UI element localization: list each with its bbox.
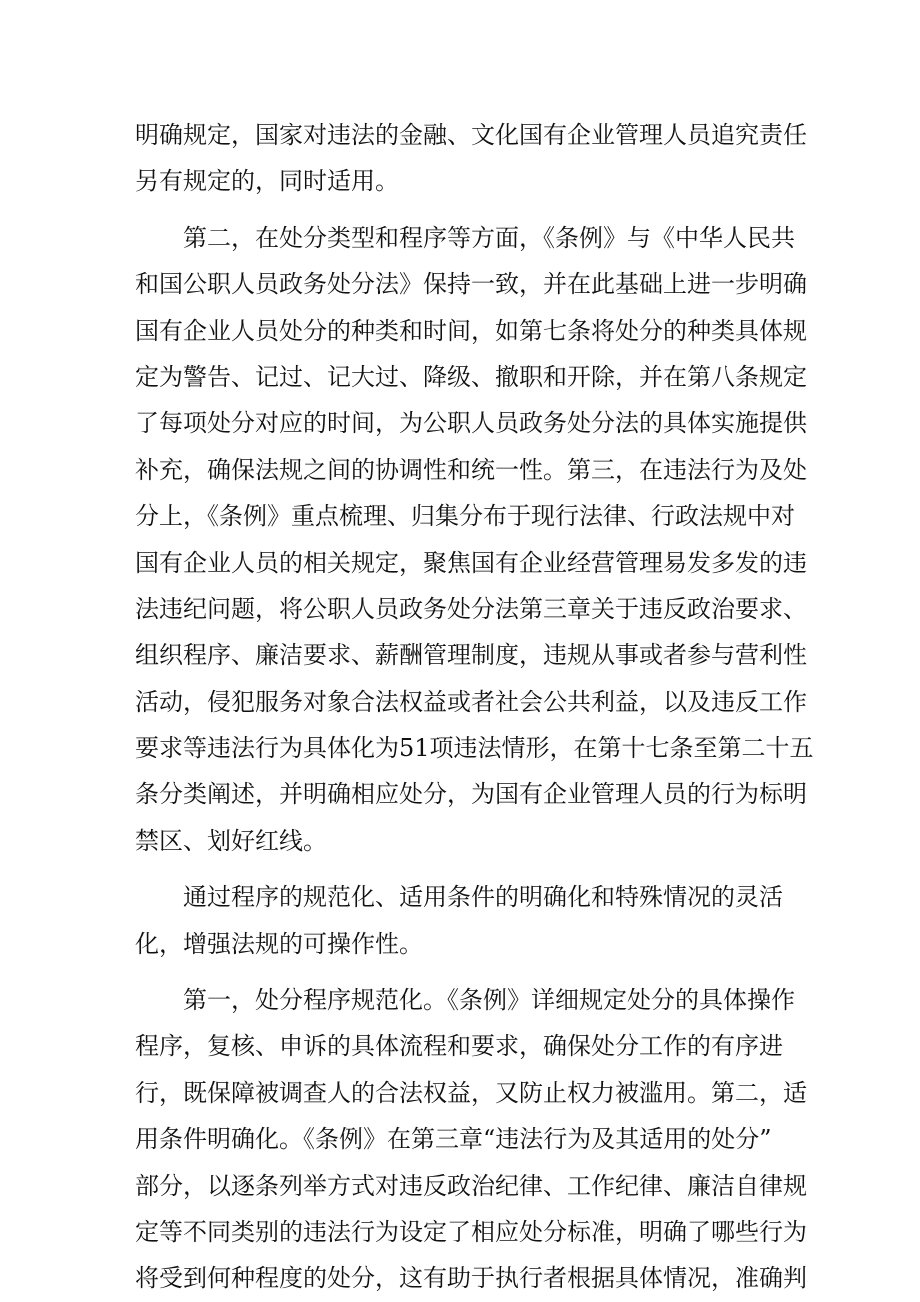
document-body (135, 112, 814, 1302)
text-line: 要求等违法行为具体化为51项违法情形，在第十七条至第二十五 (135, 734, 814, 763)
text-line: 程序，复核、申诉的具体流程和要求，确保处分工作的有序进 (135, 1032, 783, 1061)
text-line: 行，既保障被调查人的合法权益，又防止权力被滥用。第二，适 (135, 1078, 807, 1107)
text-line: 用条件明确化。《条例》在第三章“违法行为及其适用的处分” (135, 1125, 772, 1154)
text-line: 分上，《条例》重点梳理、归集分布于现行法律、行政法规中对 (135, 502, 795, 531)
text-line: 部分，以逐条列举方式对违反政治纪律、工作纪律、廉洁自律规 (135, 1171, 807, 1200)
text-line: 国有企业人员的相关规定，聚焦国有企业经营管理易发多发的违 (135, 548, 807, 577)
text-line: 化，增强法规的可操作性。 (135, 929, 423, 958)
text-line: 定为警告、记过、记大过、降级、撤职和开除，并在第八条规定 (135, 362, 807, 391)
text-line: 将受到何种程度的处分，这有助于执行者根据具体情况，准确判 (135, 1264, 807, 1293)
text-line: 补充，确保法规之间的协调性和统一性。第三，在违法行为及处 (135, 455, 807, 484)
text-line: 国有企业人员处分的种类和时间，如第七条将处分的种类具体规 (135, 316, 807, 345)
text-line: 和国公职人员政务处分法》保持一致，并在此基础上进一步明确 (135, 270, 807, 299)
text-line: 另有规定的，同时适用。 (135, 167, 399, 196)
text-line: 明确规定，国家对违法的金融、文化国有企业管理人员追究责任 (135, 121, 807, 149)
text-line: 条分类阐述，并明确相应处分，为国有企业管理人员的行为标明 (135, 780, 807, 809)
text-line: 活动，侵犯服务对象合法权益或者社会公共利益，以及违反工作 (135, 687, 807, 716)
text-line: 通过程序的规范化、适用条件的明确化和特殊情况的灵活 (183, 883, 783, 912)
text-line: 第二，在处分类型和程序等方面，《条例》与《中华人民共 (183, 223, 795, 252)
text-line: 组织程序、廉洁要求、薪酬管理制度，违规从事或者参与营利性 (135, 641, 807, 670)
text-line: 法违纪问题，将公职人员政务处分法第三章关于违反政治要求、 (135, 594, 807, 623)
text-line: 禁区、划好红线。 (135, 826, 327, 855)
text-line: 了每项处分对应的时间，为公职人员政务处分法的具体实施提供 (135, 409, 807, 438)
text-line: 第一，处分程序规范化。《条例》详细规定处分的具体操作 (183, 986, 795, 1015)
text-line: 定等不同类别的违法行为设定了相应处分标准，明确了哪些行为 (135, 1217, 807, 1246)
